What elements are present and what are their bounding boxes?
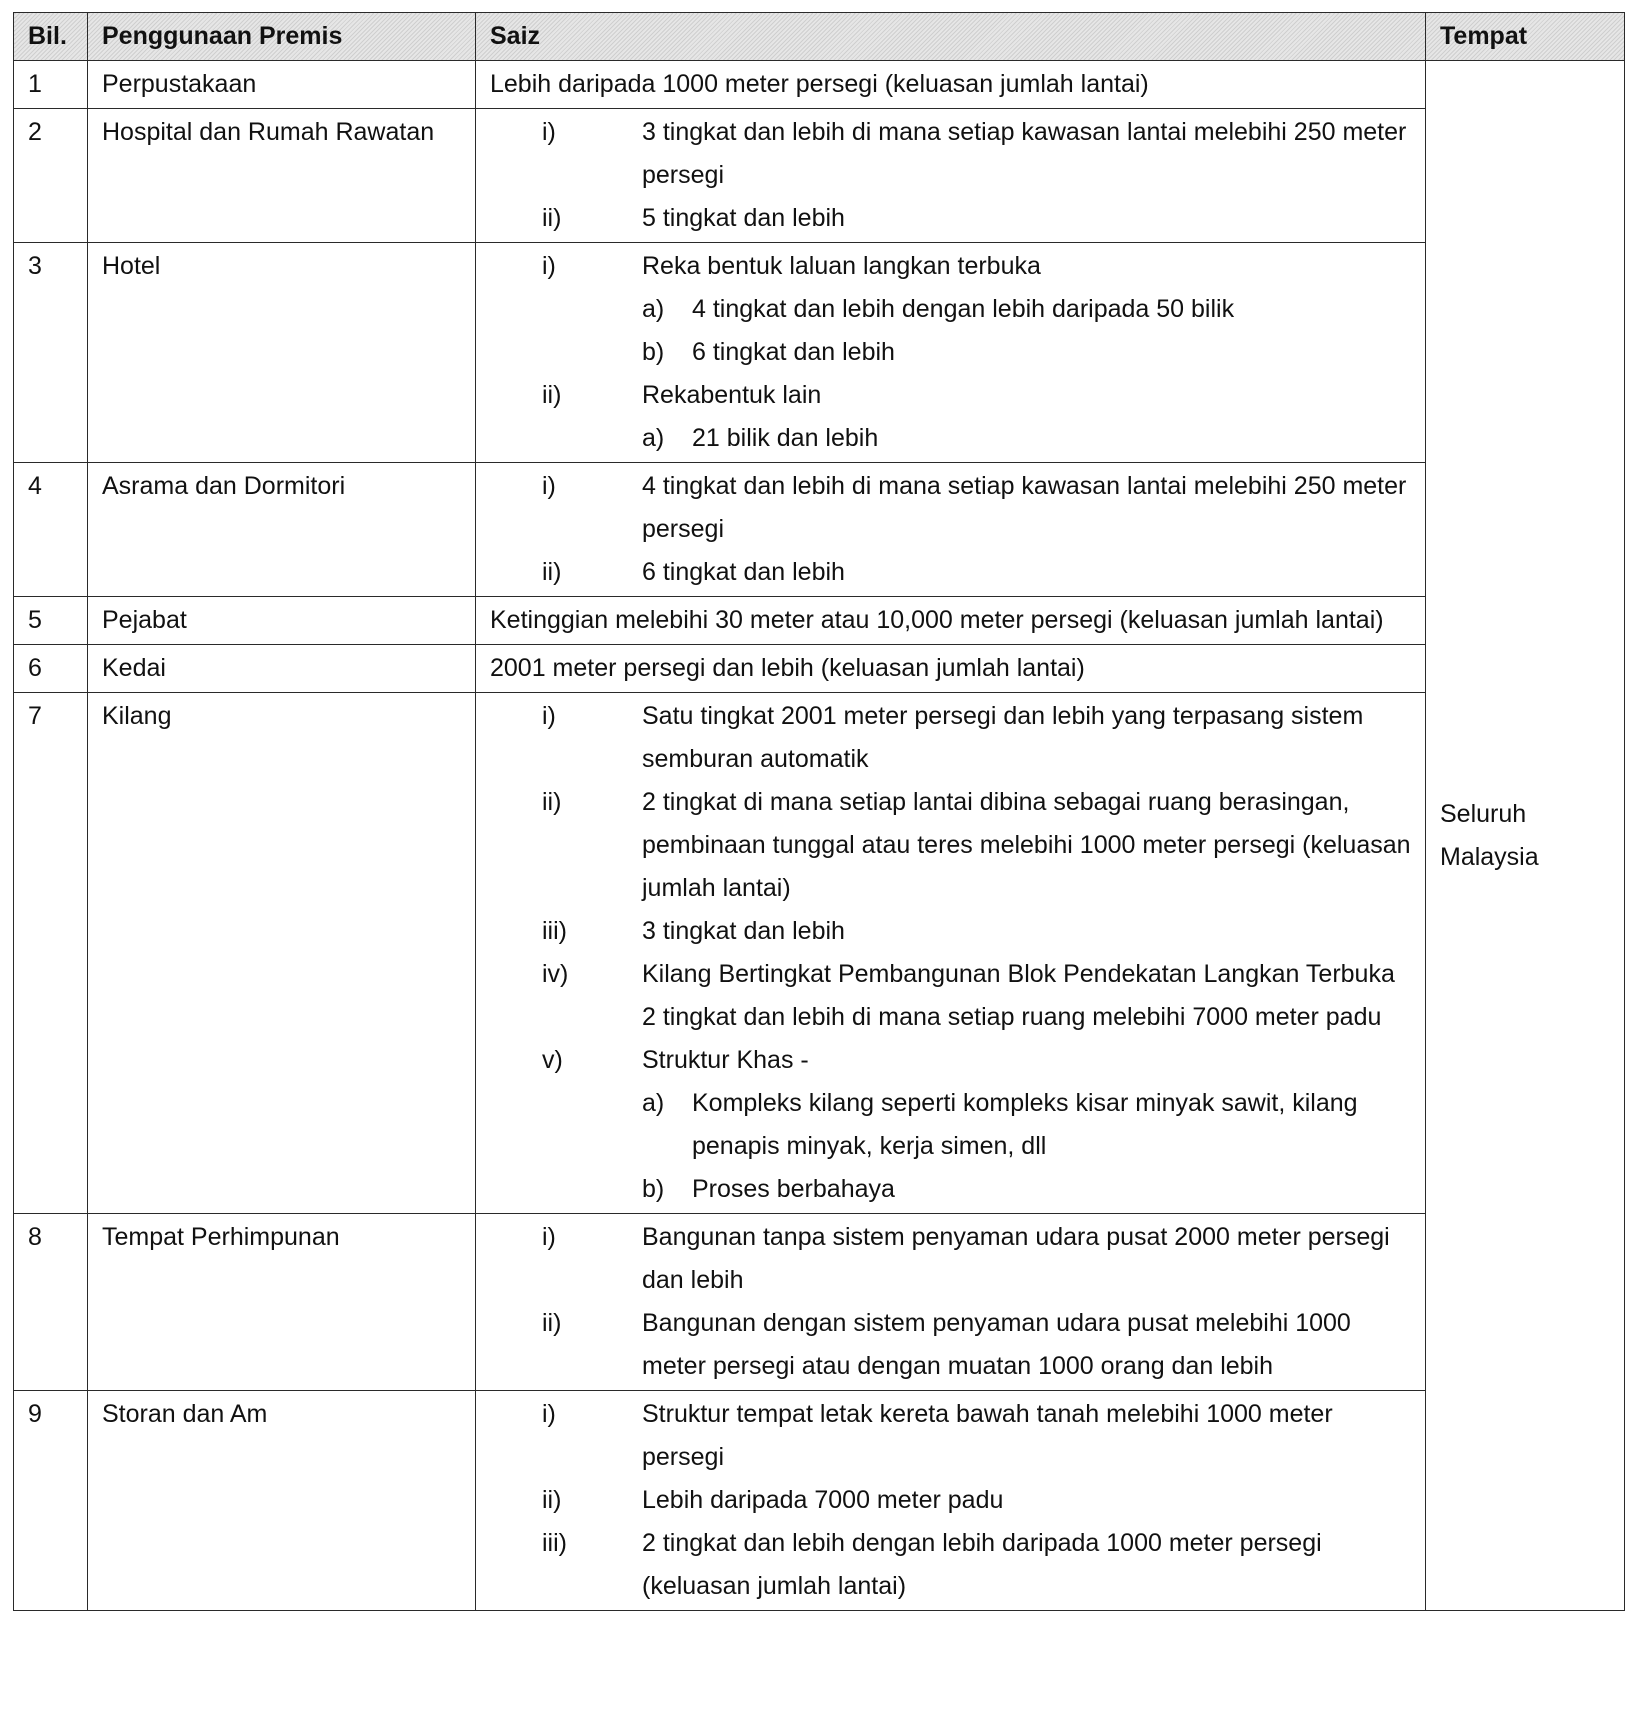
- subitem-letter: b): [642, 338, 665, 366]
- place-value: Seluruh Malaysia: [1426, 61, 1625, 1611]
- item-number: ii): [542, 204, 562, 232]
- item-text: Lebih daripada 7000 meter padu: [642, 1486, 1004, 1514]
- subitem-text: Kompleks kilang seperti kompleks kisar minyak sawit, kilang penapis minyak, kerja simen, dll: [692, 1089, 1358, 1160]
- premises-use: Kedai: [88, 645, 476, 693]
- item-number: i): [542, 1400, 556, 1428]
- row-number: 9: [14, 1391, 88, 1611]
- subitem-letter: b): [642, 1175, 665, 1203]
- row-number: 5: [14, 597, 88, 645]
- header-bil: Bil.: [14, 13, 88, 61]
- row-number: 8: [14, 1214, 88, 1391]
- row-number: 7: [14, 693, 88, 1214]
- table-row: [14, 1214, 1625, 1391]
- criteria-subitem: [490, 417, 1411, 460]
- premises-table: [13, 12, 1625, 1611]
- item-text: Struktur Khas -: [642, 1046, 809, 1074]
- premises-use: Pejabat: [88, 597, 476, 645]
- row-number: 6: [14, 645, 88, 693]
- table-header-row: [14, 13, 1625, 61]
- criteria-item: [490, 695, 1411, 781]
- size-criteria: 2001 meter persegi dan lebih (keluasan jumlah lantai): [476, 645, 1426, 693]
- size-criteria: [476, 463, 1426, 597]
- item-number: ii): [542, 558, 562, 586]
- premises-use: Tempat Perhimpunan: [88, 1214, 476, 1391]
- item-number: ii): [542, 1486, 562, 1514]
- table-row: [14, 463, 1625, 597]
- table-row: [14, 693, 1625, 1214]
- table-body: [14, 61, 1625, 1611]
- premises-use: Perpustakaan: [88, 61, 476, 109]
- item-number: i): [542, 702, 556, 730]
- premises-use: Kilang: [88, 693, 476, 1214]
- criteria-item: [490, 1039, 1411, 1082]
- subitem-letter: a): [642, 424, 665, 452]
- criteria-item: [490, 1479, 1411, 1522]
- criteria-item: [490, 1302, 1411, 1388]
- item-number: i): [542, 252, 556, 280]
- item-number: ii): [542, 788, 562, 816]
- criteria-item: [490, 781, 1411, 910]
- premises-use: Hospital dan Rumah Rawatan: [88, 109, 476, 243]
- criteria-item: [490, 111, 1411, 197]
- criteria-item: [490, 910, 1411, 953]
- size-criteria: [476, 109, 1426, 243]
- item-number: i): [542, 472, 556, 500]
- criteria-item: [490, 245, 1411, 288]
- criteria-item: [490, 551, 1411, 594]
- size-criteria: Ketinggian melebihi 30 meter atau 10,000 meter persegi (keluasan jumlah lantai): [476, 597, 1426, 645]
- item-number: v): [542, 1046, 563, 1074]
- header-use: Penggunaan Premis: [88, 13, 476, 61]
- size-criteria: Lebih daripada 1000 meter persegi (keluasan jumlah lantai): [476, 61, 1426, 109]
- criteria-item: [490, 1393, 1411, 1479]
- header-place: Tempat: [1426, 13, 1625, 61]
- criteria-item: [490, 374, 1411, 417]
- table-row: [14, 243, 1625, 463]
- size-criteria: [476, 1214, 1426, 1391]
- row-number: 4: [14, 463, 88, 597]
- item-text: Reka bentuk laluan langkan terbuka: [642, 252, 1041, 280]
- row-number: 1: [14, 61, 88, 109]
- premises-use: Hotel: [88, 243, 476, 463]
- subitem-text: 21 bilik dan lebih: [692, 424, 879, 452]
- item-number: iii): [542, 1529, 567, 1557]
- criteria-subitem: [490, 288, 1411, 331]
- item-text: 3 tingkat dan lebih: [642, 917, 845, 945]
- size-criteria: [476, 243, 1426, 463]
- item-text: 3 tingkat dan lebih di mana setiap kawasan lantai melebihi 250 meter persegi: [642, 118, 1407, 189]
- subitem-text: 4 tingkat dan lebih dengan lebih daripada 50 bilik: [692, 295, 1235, 323]
- subitem-text: Proses berbahaya: [692, 1175, 895, 1203]
- premises-use: Asrama dan Dormitori: [88, 463, 476, 597]
- item-text: 4 tingkat dan lebih di mana setiap kawasan lantai melebihi 250 meter persegi: [642, 472, 1407, 543]
- table-row: [14, 61, 1625, 109]
- premises-use: Storan dan Am: [88, 1391, 476, 1611]
- size-criteria: [476, 1391, 1426, 1611]
- item-number: i): [542, 118, 556, 146]
- table-row: [14, 597, 1625, 645]
- item-number: i): [542, 1223, 556, 1251]
- item-text: 2 tingkat dan lebih dengan lebih daripada 1000 meter persegi (keluasan jumlah lantai): [642, 1529, 1322, 1600]
- size-criteria: [476, 693, 1426, 1214]
- table-row: [14, 1391, 1625, 1611]
- item-text: 6 tingkat dan lebih: [642, 558, 845, 586]
- criteria-item: [490, 197, 1411, 240]
- criteria-subitem: [490, 1082, 1411, 1168]
- subitem-letter: a): [642, 1089, 665, 1117]
- item-number: ii): [542, 381, 562, 409]
- item-number: iv): [542, 960, 569, 988]
- item-text: Bangunan dengan sistem penyaman udara pusat melebihi 1000 meter persegi atau dengan muatan 1000 orang dan lebih: [642, 1309, 1351, 1380]
- item-text: 5 tingkat dan lebih: [642, 204, 845, 232]
- item-text: Rekabentuk lain: [642, 381, 822, 409]
- criteria-item: [490, 1522, 1411, 1608]
- item-text: Bangunan tanpa sistem penyaman udara pusat 2000 meter persegi dan lebih: [642, 1223, 1390, 1294]
- criteria-item: [490, 953, 1411, 1039]
- item-text: Struktur tempat letak kereta bawah tanah melebihi 1000 meter persegi: [642, 1400, 1333, 1471]
- subitem-letter: a): [642, 295, 665, 323]
- item-text: 2 tingkat di mana setiap lantai dibina sebagai ruang berasingan, pembinaan tunggal atau teres melebihi 1000 meter persegi (keluasan jumlah lantai): [642, 788, 1411, 902]
- table-row: [14, 645, 1625, 693]
- table-row: [14, 109, 1625, 243]
- subitem-text: 6 tingkat dan lebih: [692, 338, 895, 366]
- criteria-item: [490, 465, 1411, 551]
- header-size: Saiz: [476, 13, 1426, 61]
- row-number: 3: [14, 243, 88, 463]
- item-text: Satu tingkat 2001 meter persegi dan lebih yang terpasang sistem semburan automatik: [642, 702, 1364, 773]
- criteria-subitem: [490, 1168, 1411, 1211]
- row-number: 2: [14, 109, 88, 243]
- criteria-subitem: [490, 331, 1411, 374]
- item-number: iii): [542, 917, 567, 945]
- item-number: ii): [542, 1309, 562, 1337]
- item-text: Kilang Bertingkat Pembangunan Blok Pendekatan Langkan Terbuka 2 tingkat dan lebih di mana setiap ruang melebihi 7000 meter padu: [642, 960, 1395, 1031]
- criteria-item: [490, 1216, 1411, 1302]
